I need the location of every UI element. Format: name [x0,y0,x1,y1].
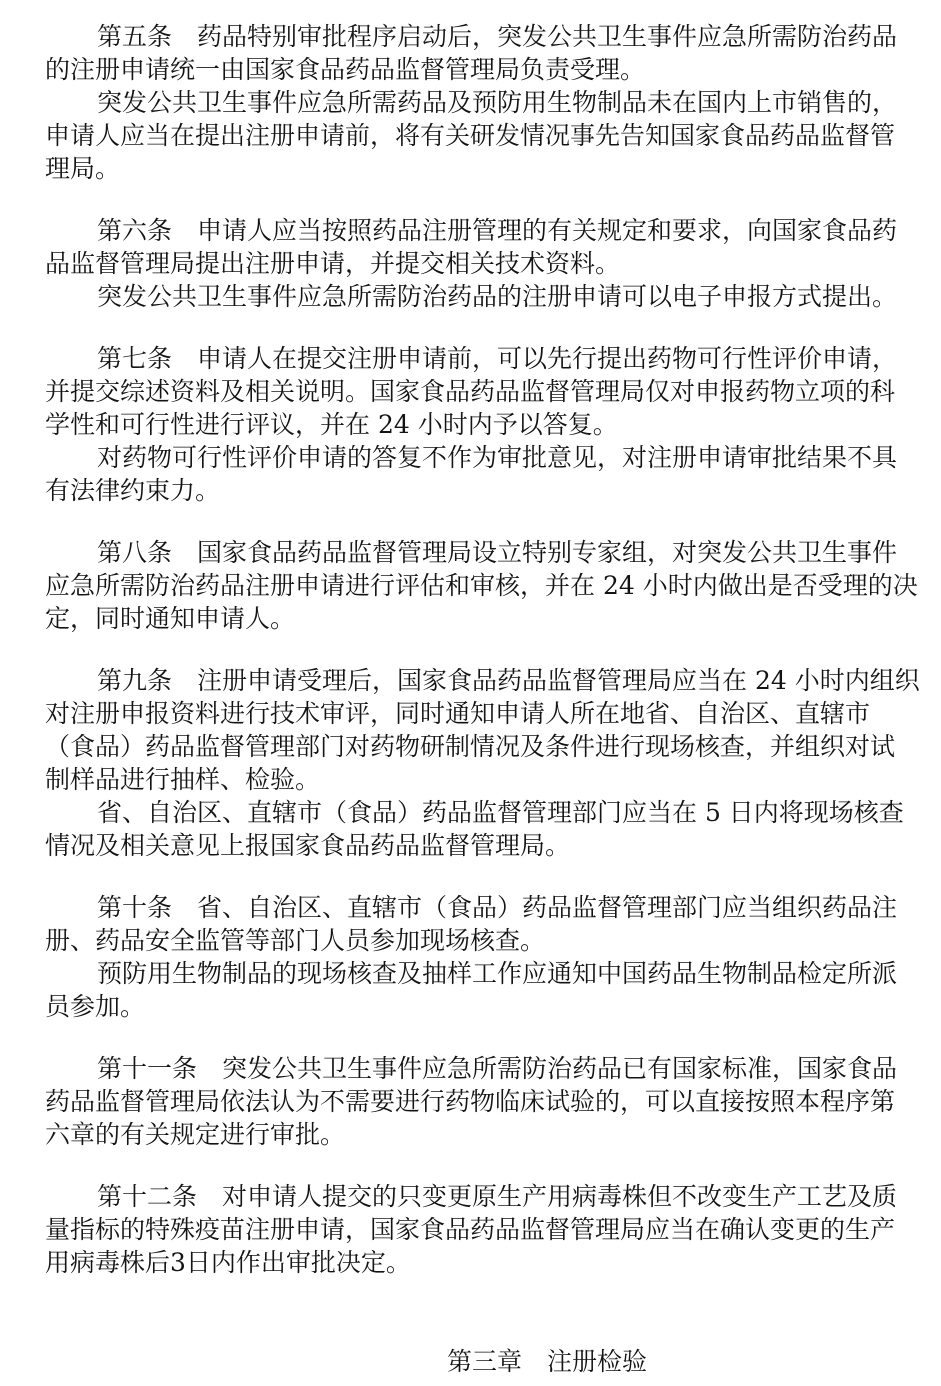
text-line: 第五条 药品特别审批程序启动后，突发公共卫生事件应急所需防治药品 [97,22,898,51]
paragraph [45,86,941,185]
paragraph [45,280,941,313]
text-line: （食品）药品监督管理部门对药物研制情况及条件进行现场核查，并组织对试 [45,732,896,761]
paragraph [45,664,941,796]
article-block [45,214,941,313]
text-line: 册、药品安全监管等部门人员参加现场核查。 [45,926,546,955]
text-line: 突发公共卫生事件应急所需防治药品的注册申请可以电子申报方式提出。 [97,282,898,311]
text-line: 申请人应当在提出注册申请前，将有关研发情况事先告知国家食品药品监督管 [45,121,896,150]
text-line: 并提交综述资料及相关说明。国家食品药品监督管理局仅对申报药物立项的科 [45,377,896,406]
text-line: 第十一条 突发公共卫生事件应急所需防治药品已有国家标准，国家食品 [97,1054,898,1083]
paragraph [45,536,941,635]
paragraph [45,342,941,441]
article-block [45,536,941,635]
text-line: 第六条 申请人应当按照药品注册管理的有关规定和要求，向国家食品药 [97,216,898,245]
text-line: 情况及相关意见上报国家食品药品监督管理局。 [45,831,571,860]
text-line: 第十条 省、自治区、直辖市（食品）药品监督管理部门应当组织药品注 [97,893,898,922]
text-line: 省、自治区、直辖市（食品）药品监督管理部门应当在 5 日内将现场核查 [97,798,904,827]
article-block [45,20,941,185]
paragraph [45,796,941,862]
paragraph [45,441,941,507]
article-block [45,1180,941,1279]
paragraph [45,20,941,86]
paragraph [45,214,941,280]
paragraph [45,891,941,957]
text-line: 员参加。 [45,992,146,1021]
text-line: 用病毒株后3日内作出审批决定。 [45,1248,411,1277]
text-line: 应急所需防治药品注册申请进行评估和审核，并在 24 小时内做出是否受理的决 [45,571,918,600]
text-line: 药品监督管理局依法认为不需要进行药物临床试验的，可以直接按照本程序第 [45,1087,896,1116]
paragraph [45,1180,941,1279]
text-line: 制样品进行抽样、检验。 [45,765,321,794]
text-line: 学性和可行性进行评议，并在 24 小时内予以答复。 [45,410,618,439]
text-line: 对药物可行性评价申请的答复不作为审批意见，对注册申请审批结果不具 [97,443,898,472]
article-block [45,1052,941,1151]
text-line: 理局。 [45,154,121,183]
article-block [45,664,941,862]
text-line: 对注册申报资料进行技术审评，同时通知申请人所在地省、自治区、直辖市 [45,699,871,728]
chapter-heading: 第三章 注册检验 [447,1347,648,1376]
article-block [45,891,941,1023]
text-line: 第七条 申请人在提交注册申请前，可以先行提出药物可行性评价申请， [97,344,898,373]
text-line: 六章的有关规定进行审批。 [45,1120,346,1149]
paragraph [45,1052,941,1151]
text-line: 第八条 国家食品药品监督管理局设立特别专家组，对突发公共卫生事件 [97,538,898,567]
text-line: 量指标的特殊疫苗注册申请，国家食品药品监督管理局应当在确认变更的生产 [45,1215,896,1244]
text-line: 第十二条 对申请人提交的只变更原生产用病毒株但不改变生产工艺及质 [97,1182,898,1211]
text-line: 预防用生物制品的现场核查及抽样工作应通知中国药品生物制品检定所派 [97,959,898,988]
text-line: 有法律约束力。 [45,476,221,505]
text-line: 定，同时通知申请人。 [45,604,296,633]
paragraph [45,957,941,1023]
text-line: 突发公共卫生事件应急所需药品及预防用生物制品未在国内上市销售的， [97,88,898,117]
text-line: 品监督管理局提出注册申请，并提交相关技术资料。 [45,249,621,278]
text-line: 的注册申请统一由国家食品药品监督管理局负责受理。 [45,55,646,84]
text-line: 第九条 注册申请受理后，国家食品药品监督管理局应当在 24 小时内组织 [97,666,920,695]
article-block [45,342,941,507]
